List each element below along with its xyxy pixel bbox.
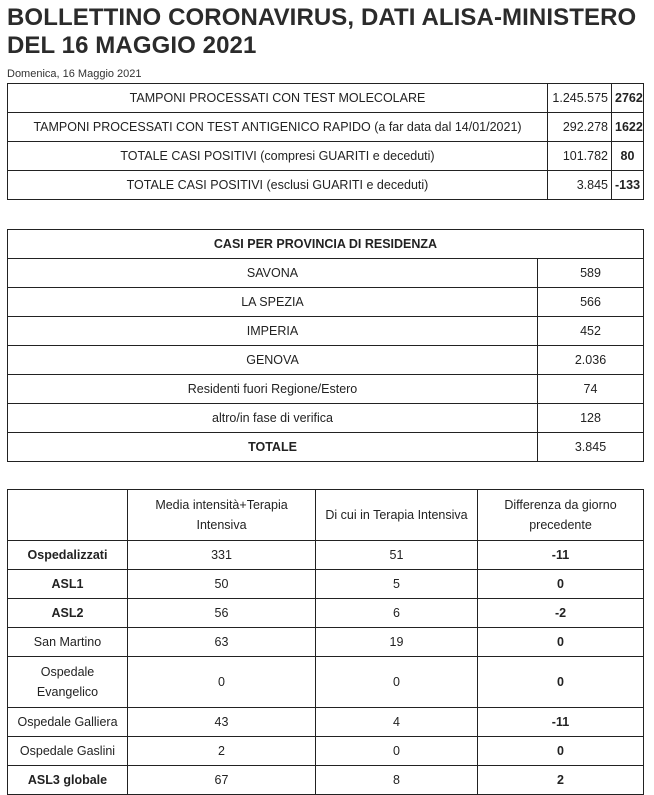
test-label: TOTALE CASI POSITIVI (esclusi GUARITI e deceduti) bbox=[8, 171, 548, 200]
hospital-diff: -11 bbox=[478, 708, 644, 737]
province-value: 74 bbox=[538, 375, 644, 404]
table-row bbox=[8, 346, 644, 375]
column-header: Media intensità+Terapia Intensiva bbox=[128, 490, 316, 541]
province-header: CASI PER PROVINCIA DI RESIDENZA bbox=[8, 230, 644, 259]
hospital-diff: 2 bbox=[478, 766, 644, 795]
hospital-ti: 6 bbox=[316, 599, 478, 628]
hospital-ti: 0 bbox=[316, 657, 478, 708]
table-row bbox=[8, 737, 644, 766]
test-value: 3.845 bbox=[548, 171, 612, 200]
hospital-diff: 0 bbox=[478, 657, 644, 708]
table-row bbox=[8, 766, 644, 795]
table-row bbox=[8, 317, 644, 346]
test-value: 1.245.575 bbox=[548, 84, 612, 113]
table-row bbox=[8, 84, 644, 113]
tests-table bbox=[7, 83, 644, 200]
hospital-media: 0 bbox=[128, 657, 316, 708]
table-row bbox=[8, 288, 644, 317]
hospital-ti: 4 bbox=[316, 708, 478, 737]
table-row bbox=[8, 628, 644, 657]
hospital-name: ASL1 bbox=[8, 570, 128, 599]
hospital-media: 56 bbox=[128, 599, 316, 628]
hospital-ti: 51 bbox=[316, 541, 478, 570]
test-value: 101.782 bbox=[548, 142, 612, 171]
table-row bbox=[8, 142, 644, 171]
test-delta: 1622 bbox=[612, 113, 644, 142]
hospital-diff: -2 bbox=[478, 599, 644, 628]
hospital-name: Ospedalizzati bbox=[8, 541, 128, 570]
hospital-media: 63 bbox=[128, 628, 316, 657]
hospital-diff: -11 bbox=[478, 541, 644, 570]
table-row bbox=[8, 404, 644, 433]
column-header: Differenza da giorno precedente bbox=[478, 490, 644, 541]
province-value: 589 bbox=[538, 259, 644, 288]
test-delta: 2762 bbox=[612, 84, 644, 113]
hospital-name: San Martino bbox=[8, 628, 128, 657]
province-name: altro/in fase di verifica bbox=[8, 404, 538, 433]
province-name: GENOVA bbox=[8, 346, 538, 375]
table-row bbox=[8, 708, 644, 737]
table-row bbox=[8, 171, 644, 200]
test-label: TOTALE CASI POSITIVI (compresi GUARITI e deceduti) bbox=[8, 142, 548, 171]
total-value: 3.845 bbox=[538, 433, 644, 462]
table-row bbox=[8, 657, 644, 708]
province-name: Residenti fuori Regione/Estero bbox=[8, 375, 538, 404]
hospital-name: ASL3 globale bbox=[8, 766, 128, 795]
table-header-row bbox=[8, 230, 644, 259]
hospital-ti: 5 bbox=[316, 570, 478, 599]
hospital-diff: 0 bbox=[478, 737, 644, 766]
test-label: TAMPONI PROCESSATI CON TEST MOLECOLARE bbox=[8, 84, 548, 113]
test-delta: 80 bbox=[612, 142, 644, 171]
hospital-media: 2 bbox=[128, 737, 316, 766]
hospital-name: ASL2 bbox=[8, 599, 128, 628]
column-header bbox=[8, 490, 128, 541]
table-row bbox=[8, 541, 644, 570]
hospital-diff: 0 bbox=[478, 628, 644, 657]
bulletin-date: Domenica, 16 Maggio 2021 bbox=[7, 68, 142, 80]
test-label: TAMPONI PROCESSATI CON TEST ANTIGENICO RAPIDO (a far data dal 14/01/2021) bbox=[8, 113, 548, 142]
table-row bbox=[8, 259, 644, 288]
test-value: 292.278 bbox=[548, 113, 612, 142]
bulletin-title: BOLLETTINO CORONAVIRUS, DATI ALISA-MINISTERO DEL 16 MAGGIO 2021 bbox=[7, 4, 637, 59]
table-row bbox=[8, 113, 644, 142]
hospital-diff: 0 bbox=[478, 570, 644, 599]
hospital-name: Ospedale Evangelico bbox=[8, 657, 128, 708]
table-row bbox=[8, 599, 644, 628]
hospital-ti: 0 bbox=[316, 737, 478, 766]
hospital-media: 50 bbox=[128, 570, 316, 599]
province-value: 128 bbox=[538, 404, 644, 433]
province-value: 452 bbox=[538, 317, 644, 346]
province-value: 566 bbox=[538, 288, 644, 317]
column-header: Di cui in Terapia Intensiva bbox=[316, 490, 478, 541]
hospital-media: 67 bbox=[128, 766, 316, 795]
hospital-media: 43 bbox=[128, 708, 316, 737]
hospital-table bbox=[7, 489, 644, 795]
province-table bbox=[7, 229, 644, 462]
total-row bbox=[8, 433, 644, 462]
total-label: TOTALE bbox=[8, 433, 538, 462]
hospital-ti: 8 bbox=[316, 766, 478, 795]
province-name: IMPERIA bbox=[8, 317, 538, 346]
hospital-ti: 19 bbox=[316, 628, 478, 657]
table-header-row bbox=[8, 490, 644, 541]
province-value: 2.036 bbox=[538, 346, 644, 375]
hospital-media: 331 bbox=[128, 541, 316, 570]
test-delta: -133 bbox=[612, 171, 644, 200]
table-row bbox=[8, 570, 644, 599]
hospital-name: Ospedale Gaslini bbox=[8, 737, 128, 766]
table-row bbox=[8, 375, 644, 404]
hospital-name: Ospedale Galliera bbox=[8, 708, 128, 737]
province-name: SAVONA bbox=[8, 259, 538, 288]
province-name: LA SPEZIA bbox=[8, 288, 538, 317]
